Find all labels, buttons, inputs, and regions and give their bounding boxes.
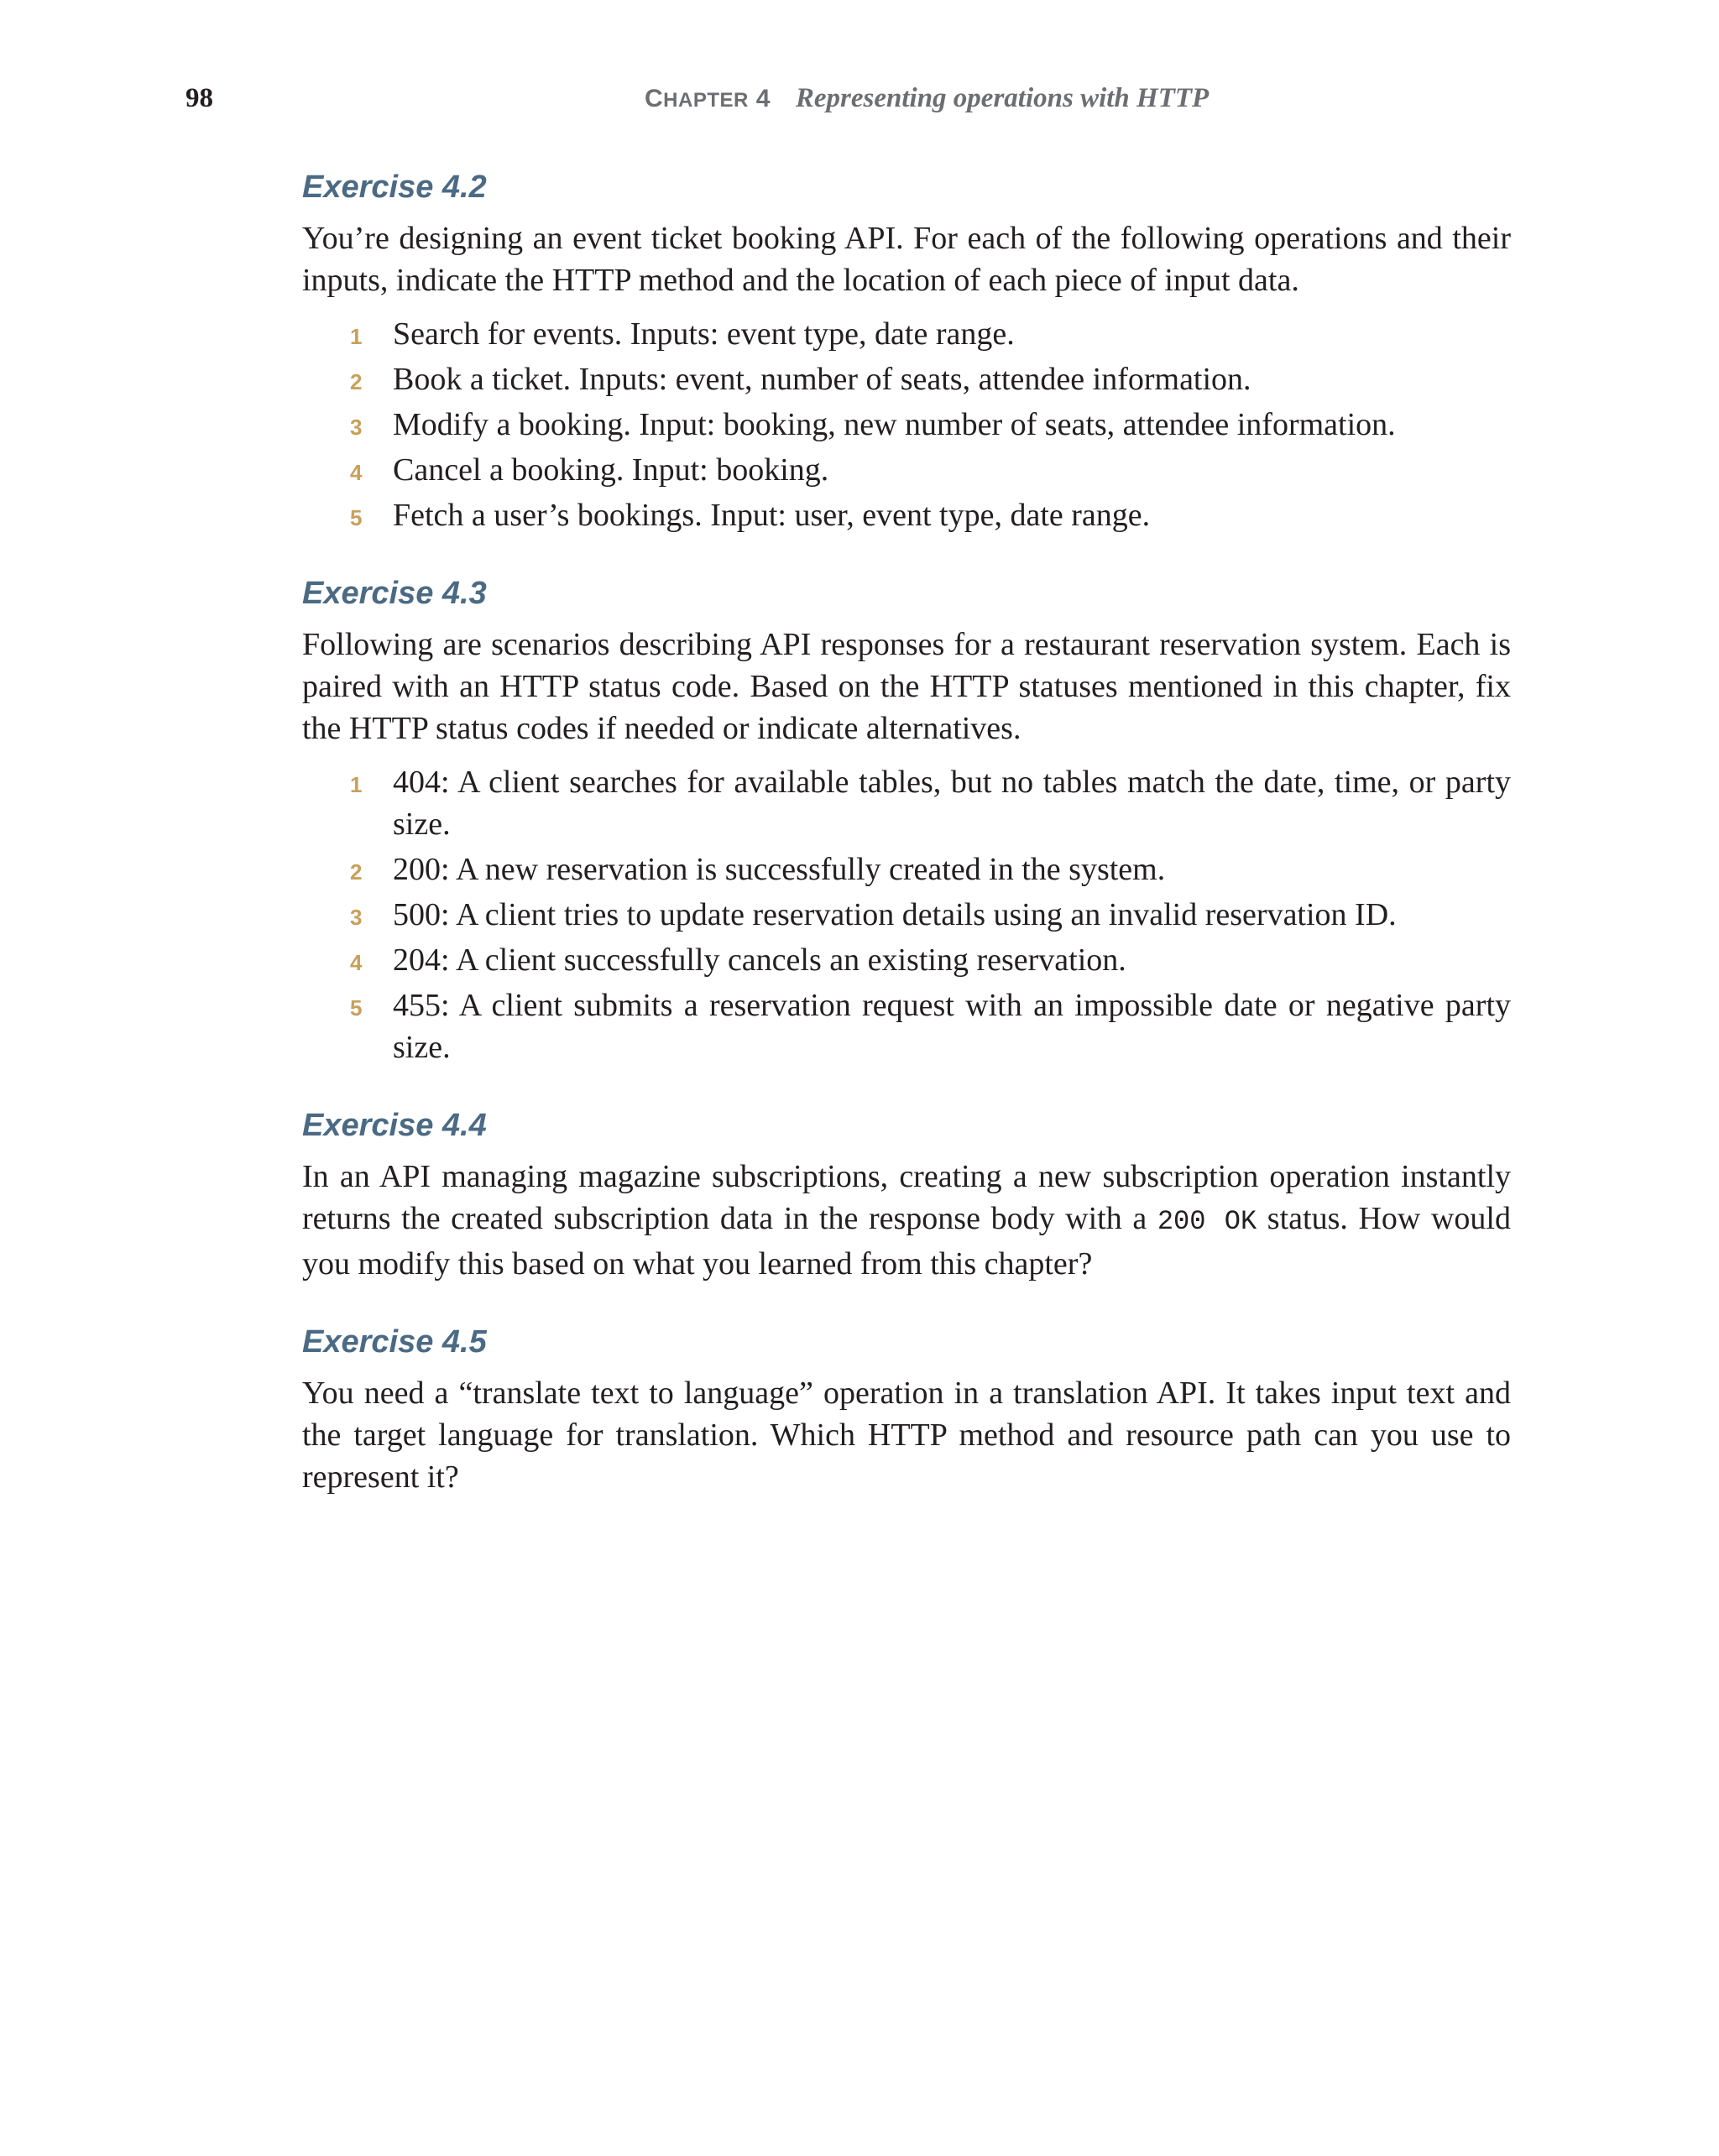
list-number: 2 — [350, 859, 363, 885]
list-item: 3 Modify a booking. Input: booking, new number of seats, attendee information. — [302, 404, 1511, 446]
list-item: 3 500: A client tries to update reservation details using an invalid reservation ID. — [302, 894, 1511, 936]
list-number: 2 — [350, 369, 363, 394]
exercise-paragraph: In an API managing magazine subscriptions, creating a new subscription operation instantly returns the created subscription data in the response body with a 200 OK status. How would you modify this based on what you learned from this chapter? — [302, 1159, 1511, 1282]
exercise-list — [302, 761, 1511, 1068]
list-number: 4 — [350, 950, 363, 975]
exercise-heading: Exercise 4.2 — [302, 170, 487, 205]
exercise-heading: Exercise 4.3 — [302, 576, 487, 611]
chapter-label: CHAPTER 4 — [645, 85, 771, 112]
exercise-4-4 — [302, 1102, 1511, 1285]
exercise-list — [302, 313, 1511, 536]
exercise-heading: Exercise 4.5 — [302, 1324, 487, 1360]
chapter-title: Representing operations with HTTP — [795, 83, 1210, 113]
list-item: 5 455: A client submits a reservation request with an impossible date or negative party size. — [350, 988, 1511, 1065]
list-number: 1 — [350, 772, 363, 797]
list-number: 5 — [350, 505, 363, 530]
running-head — [645, 81, 1209, 117]
exercise-paragraph: You need a “translate text to language” operation in a translation API. It takes input text and the target language for translation. Which HTTP method and resource path can you use to represent it? — [302, 1376, 1511, 1495]
page-number: 98 — [185, 83, 213, 113]
list-item: 2 200: A new reservation is successfully created in the system. — [302, 848, 1511, 890]
exercise-paragraph: Following are scenarios describing API responses for a restaurant reservation system. Each is paired with an HTTP status code. Based on the HTTP statuses mentioned in this chapter, fix the HTTP status codes if needed or indicate alternatives. — [302, 627, 1511, 746]
exercise-4-3 — [302, 570, 1511, 1068]
exercise-paragraph: You’re designing an event ticket booking API. For each of the following operations and their inputs, indicate the HTTP method and the location of each piece of input data. — [302, 221, 1511, 298]
list-number: 5 — [350, 995, 363, 1021]
list-item: 1 Search for events. Inputs: event type, date range. — [302, 313, 1511, 355]
list-number: 1 — [350, 324, 363, 349]
list-item: 4 Cancel a booking. Input: booking. — [302, 449, 1511, 491]
list-item: 4 204: A client successfully cancels an existing reservation. — [302, 939, 1511, 981]
exercise-heading: Exercise 4.4 — [302, 1108, 487, 1143]
list-number: 4 — [350, 460, 363, 485]
inline-code: 200 OK — [1157, 1206, 1257, 1237]
list-number: 3 — [350, 415, 363, 440]
list-item: 1 404: A client searches for available tables, but no tables match the date, time, or party size. — [350, 765, 1511, 842]
list-item: 5 Fetch a user’s bookings. Input: user, event type, date range. — [302, 494, 1511, 536]
exercise-4-2 — [302, 164, 1511, 536]
page-content — [302, 164, 1511, 1498]
list-item: 2 Book a ticket. Inputs: event, number of seats, attendee information. — [302, 358, 1511, 400]
chapter-number: 4 — [755, 85, 771, 112]
list-number: 3 — [350, 905, 363, 930]
exercise-4-5 — [302, 1318, 1511, 1498]
